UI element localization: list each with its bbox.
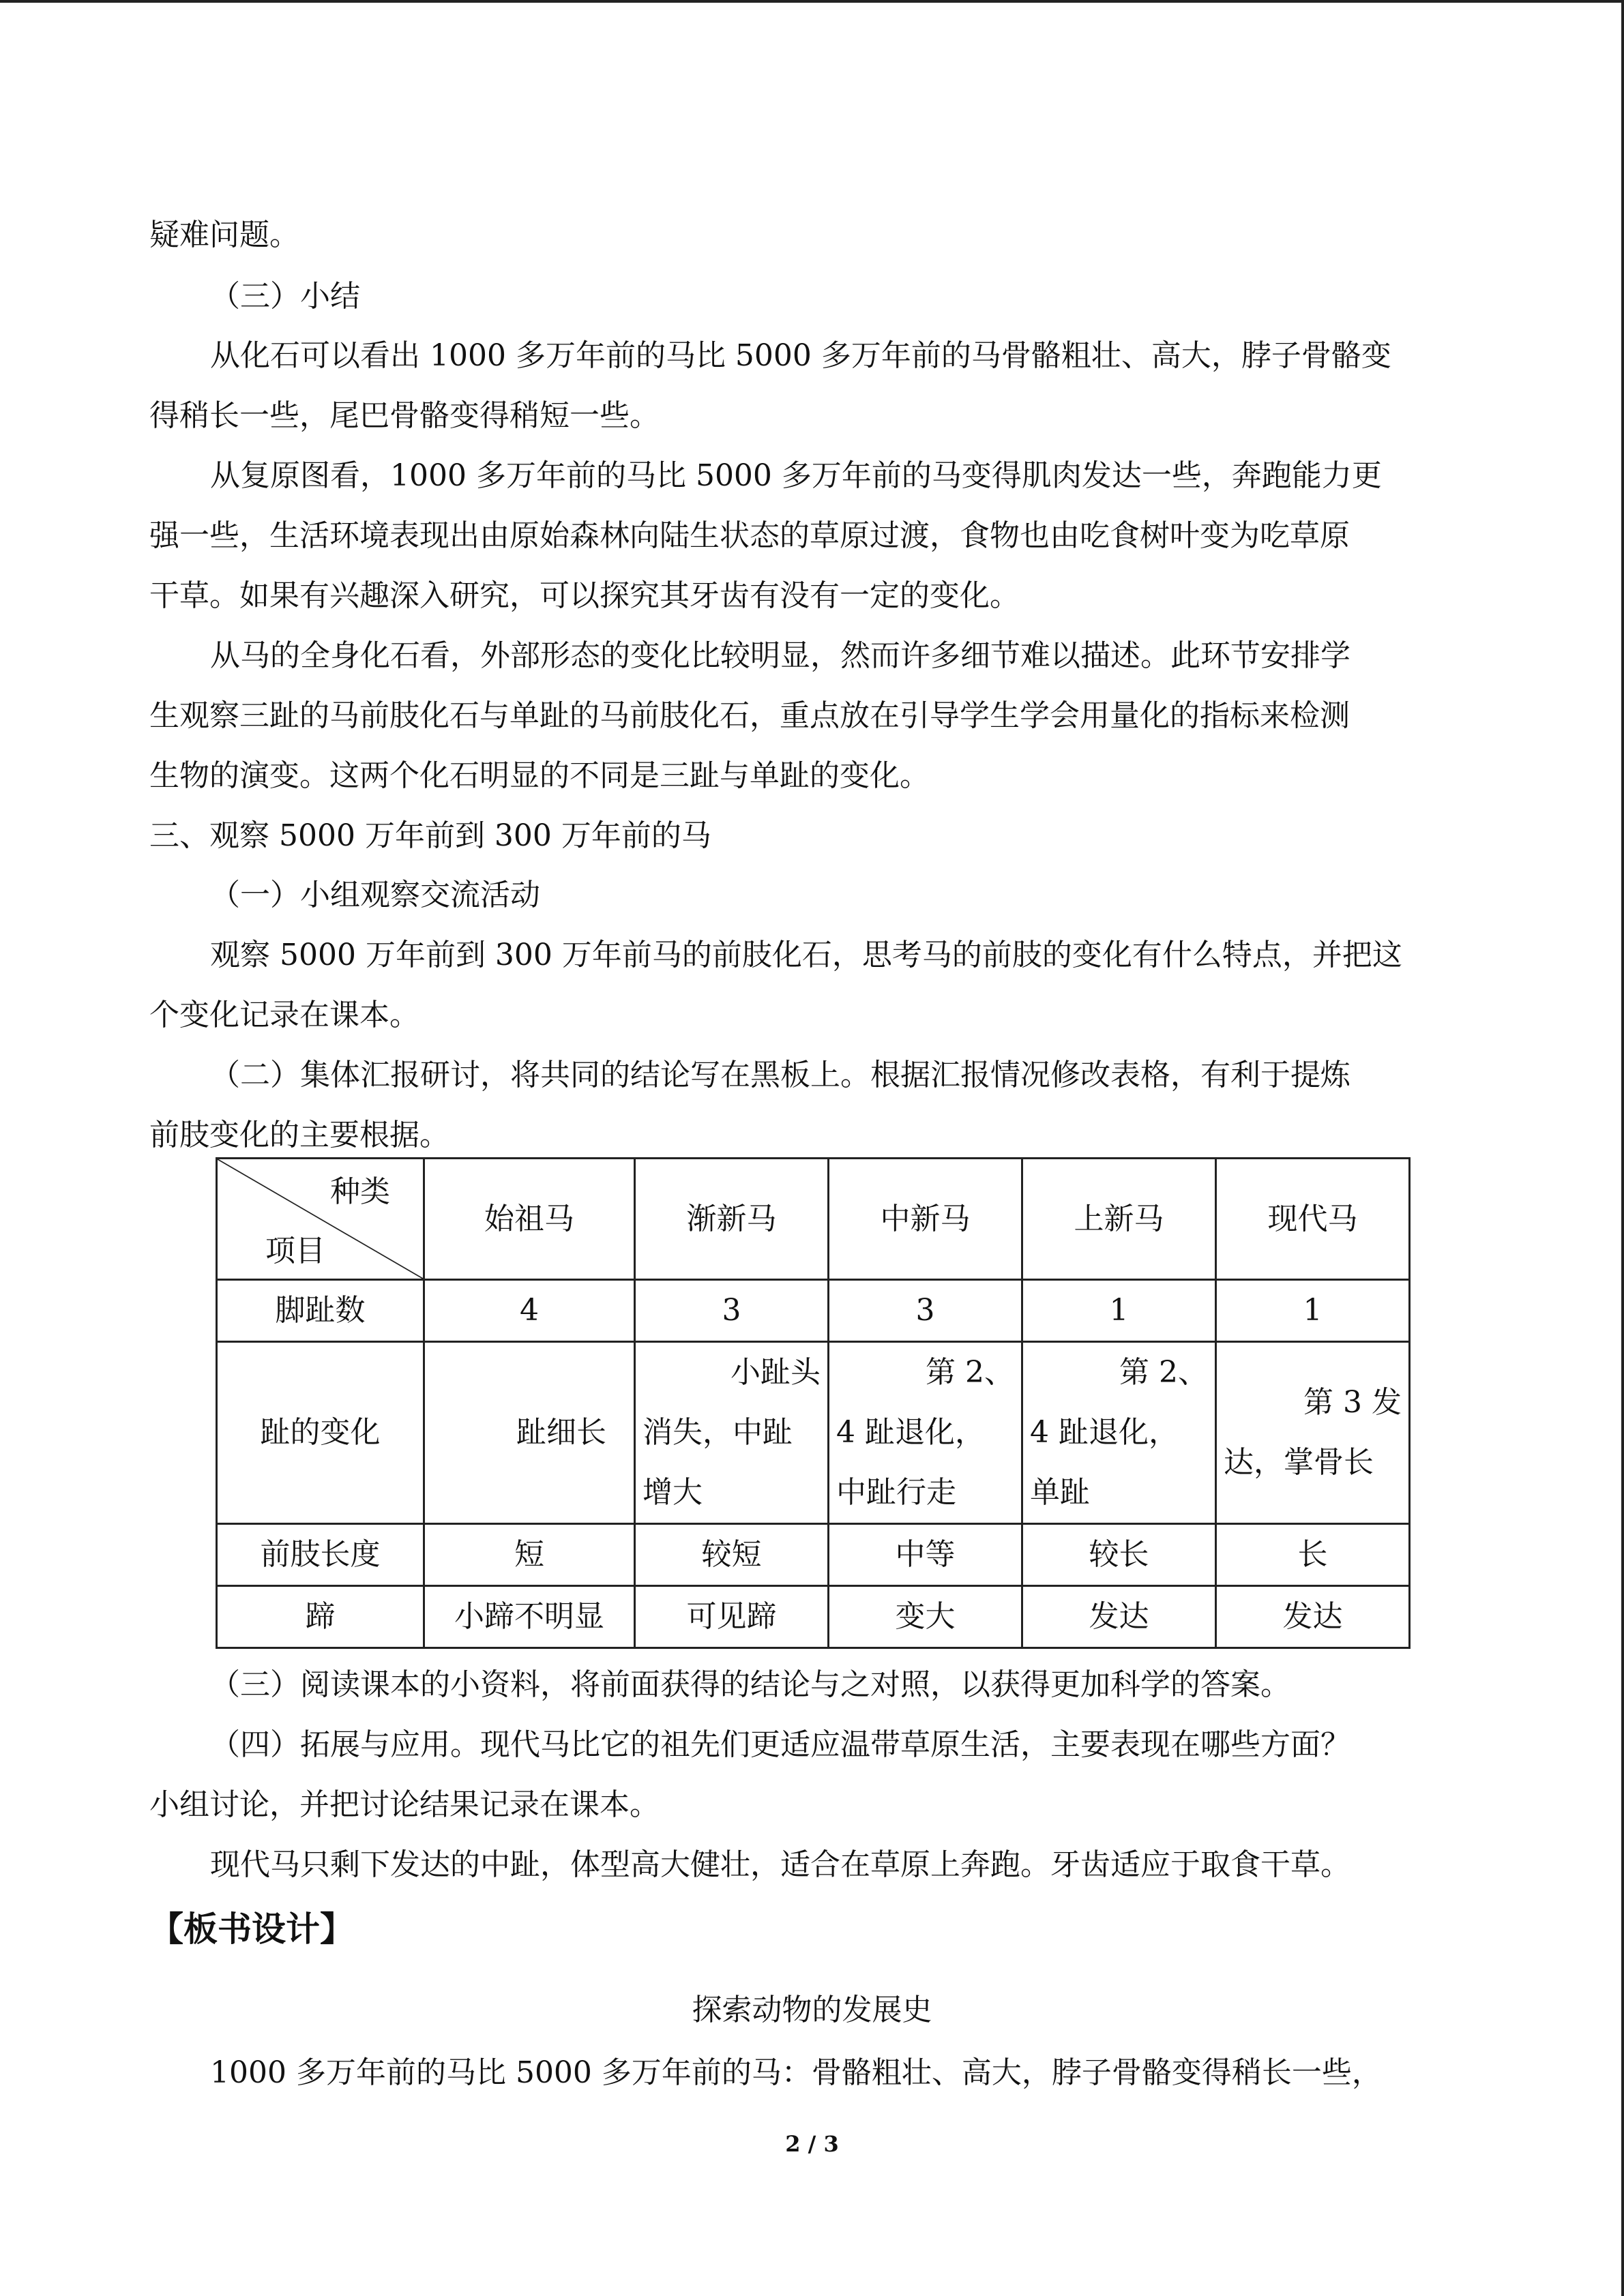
page-top-border — [0, 0, 1624, 3]
cell-line: 达，掌骨长 — [1224, 1445, 1374, 1480]
cell-line: 第 2、 — [926, 1355, 1014, 1390]
column-header: 中新马 — [829, 1159, 1022, 1280]
table-cell: 短 — [424, 1524, 635, 1586]
horse-evolution-table — [216, 1157, 1411, 1649]
paragraph-line: 得稍长一些，尾巴骨骼变得稍短一些。 — [149, 398, 660, 433]
table-cell: 较短 — [635, 1524, 829, 1586]
row-label: 脚趾数 — [217, 1280, 424, 1342]
table-cell: 变大 — [829, 1586, 1022, 1648]
paragraph-line: 观察 5000 万年前到 300 万年前马的前肢化石，思考马的前肢的变化有什么特点，并把这 — [210, 938, 1402, 972]
board-design-heading: 【板书设计】 — [149, 1909, 354, 1949]
section-subheading: （三）小结 — [210, 279, 360, 314]
cell-line: 第 3 发 — [1303, 1385, 1402, 1420]
cell-line: 趾细长 — [516, 1415, 606, 1450]
table-cell: 1 — [1022, 1280, 1216, 1342]
column-header: 现代马 — [1216, 1159, 1410, 1280]
cell-line: 4 趾退化， — [1030, 1415, 1179, 1450]
table-cell — [424, 1342, 635, 1524]
cell-line: 消失，中趾 — [643, 1415, 793, 1450]
cell-line: 小趾头 — [730, 1355, 821, 1390]
cell-line: 4 趾退化， — [836, 1415, 985, 1450]
paragraph-line: 从化石可以看出 1000 多万年前的马比 5000 多万年前的马骨骼粗壮、高大，脖子骨骼变 — [210, 338, 1391, 373]
paragraph-line: 从复原图看，1000 多万年前的马比 5000 多万年前的马变得肌肉发达一些，奔跑能力更 — [210, 458, 1382, 493]
table-cell: 发达 — [1022, 1586, 1216, 1648]
paragraph-line: 个变化记录在课本。 — [149, 998, 419, 1032]
board-content-line: 1000 多万年前的马比 5000 多万年前的马：骨骼粗壮、高大，脖子骨骼变得稍长一些， — [210, 2055, 1382, 2090]
board-title: 探索动物的发展史 — [692, 1993, 932, 2027]
row-label: 蹄 — [217, 1586, 424, 1648]
column-header: 渐新马 — [635, 1159, 829, 1280]
cell-line: 中趾行走 — [836, 1475, 956, 1510]
table-cell: 小蹄不明显 — [424, 1586, 635, 1648]
table-cell — [635, 1342, 829, 1524]
header-item-label: 项目 — [265, 1234, 325, 1268]
header-kind-label: 种类 — [330, 1174, 390, 1209]
paragraph-line: 生观察三趾的马前肢化石与单趾的马前肢化石，重点放在引导学生学会用量化的指标来检测 — [149, 698, 1350, 733]
cell-line: 单趾 — [1030, 1475, 1090, 1510]
row-label: 前肢长度 — [217, 1524, 424, 1586]
table-cell: 可见蹄 — [635, 1586, 829, 1648]
diagonal-header-cell — [217, 1159, 424, 1280]
paragraph-line: 现代马只剩下发达的中趾，体型高大健壮，适合在草原上奔跑。牙齿适应于取食干草。 — [210, 1847, 1350, 1882]
table-cell: 中等 — [829, 1524, 1022, 1586]
row-label: 趾的变化 — [217, 1342, 424, 1524]
table-cell: 发达 — [1216, 1586, 1410, 1648]
paragraph-line: （四）拓展与应用。现代马比它的祖先们更适应温带草原生活，主要表现在哪些方面？ — [210, 1727, 1350, 1762]
paragraph-line: 从马的全身化石看，外部形态的变化比较明显，然而许多细节难以描述。此环节安排学 — [210, 638, 1350, 673]
column-header: 上新马 — [1022, 1159, 1216, 1280]
paragraph-line: （二）集体汇报研讨，将共同的结论写在黑板上。根据汇报情况修改表格，有利于提炼 — [210, 1058, 1350, 1092]
table-cell: 1 — [1216, 1280, 1410, 1342]
table-cell: 3 — [635, 1280, 829, 1342]
table-cell: 4 — [424, 1280, 635, 1342]
table-cell — [1022, 1342, 1216, 1524]
table-cell — [1216, 1342, 1410, 1524]
table-row — [217, 1586, 1410, 1648]
paragraph-line: 前肢变化的主要根据。 — [149, 1118, 449, 1152]
cell-line: 增大 — [643, 1475, 703, 1510]
page-number: 2 / 3 — [785, 2131, 839, 2157]
section-subheading: （一）小组观察交流活动 — [210, 878, 540, 912]
paragraph-line: 生物的演变。这两个化石明显的不同是三趾与单趾的变化。 — [149, 758, 930, 793]
paragraph-line: 疑难问题。 — [149, 218, 299, 252]
table-cell: 较长 — [1022, 1524, 1216, 1586]
table-row — [217, 1524, 1410, 1586]
table-cell: 长 — [1216, 1524, 1410, 1586]
table-cell: 3 — [829, 1280, 1022, 1342]
paragraph-line: 强一些，生活环境表现出由原始森林向陆生状态的草原过渡，食物也由吃食树叶变为吃草原 — [149, 518, 1350, 553]
paragraph-line: 小组讨论，并把讨论结果记录在课本。 — [149, 1787, 660, 1822]
paragraph-line: （三）阅读课本的小资料，将前面获得的结论与之对照，以获得更加科学的答案。 — [210, 1667, 1290, 1702]
paragraph-line: 干草。如果有兴趣深入研究，可以探究其牙齿有没有一定的变化。 — [149, 578, 1020, 613]
table-row — [217, 1342, 1410, 1524]
table-cell — [829, 1342, 1022, 1524]
table-row — [217, 1280, 1410, 1342]
page-right-border — [1621, 0, 1624, 2296]
section-heading: 三、观察 5000 万年前到 300 万年前的马 — [149, 818, 711, 853]
cell-line: 第 2、 — [1119, 1355, 1208, 1390]
column-header: 始祖马 — [424, 1159, 635, 1280]
table-header-row — [217, 1159, 1410, 1280]
